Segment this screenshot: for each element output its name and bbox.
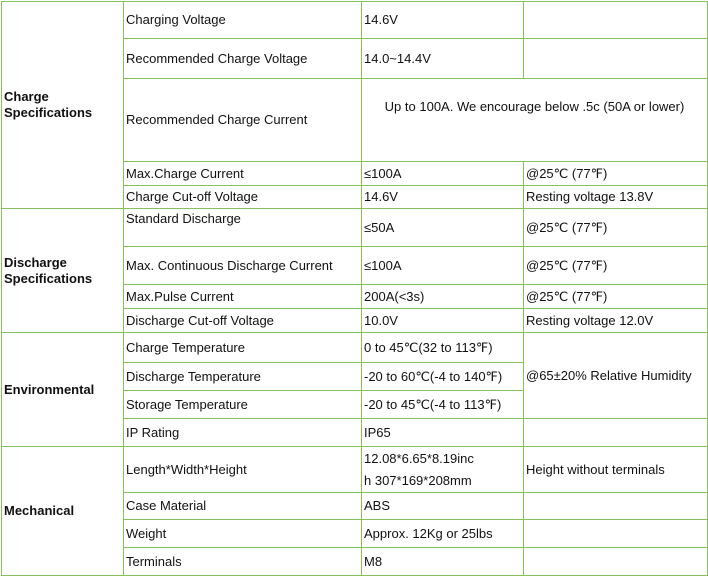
param-label: Recommended Charge Current	[124, 79, 362, 162]
param-note	[524, 548, 708, 576]
param-label: Charge Cut-off Voltage	[124, 186, 362, 209]
param-note: @25℃ (77℉)	[524, 209, 708, 247]
param-label: Storage Temperature	[124, 391, 362, 419]
param-label: Weight	[124, 520, 362, 548]
table-row	[2, 447, 708, 493]
param-value: Approx. 12Kg or 25lbs	[362, 520, 524, 548]
param-value	[362, 79, 708, 162]
param-value: 10.0V	[362, 309, 524, 333]
param-value-text: Up to 100A. We encourage below .5c (50A or lower)	[384, 99, 685, 114]
param-label: Max.Charge Current	[124, 162, 362, 186]
param-note	[524, 493, 708, 520]
table-row	[2, 333, 708, 363]
param-label: Max. Continuous Discharge Current	[124, 247, 362, 285]
param-value: ≤50A	[362, 209, 524, 247]
param-value: ≤100A	[362, 247, 524, 285]
param-value: ABS	[362, 493, 524, 520]
section-title-discharge: Discharge Specifications	[2, 209, 124, 333]
dimension-mm: h 307*169*208mm	[364, 472, 472, 488]
param-value: IP65	[362, 419, 524, 447]
param-value: 0 to 45℃(32 to 113℉)	[362, 333, 524, 363]
param-note: @25℃ (77℉)	[524, 162, 708, 186]
param-note	[524, 2, 708, 39]
param-label: Charging Voltage	[124, 2, 362, 39]
param-value: 14.0~14.4V	[362, 39, 524, 79]
section-title-mechanical: Mechanical	[2, 447, 124, 576]
param-label: Case Material	[124, 493, 362, 520]
param-value: ≤100A	[362, 162, 524, 186]
param-note-shared: @65±20% Relative Humidity	[524, 333, 708, 419]
param-note: Resting voltage 13.8V	[524, 186, 708, 209]
param-label: Length*Width*Height	[124, 447, 362, 493]
param-note	[524, 419, 708, 447]
param-value: M8	[362, 548, 524, 576]
table-row	[2, 2, 708, 39]
param-value: 200A(<3s)	[362, 285, 524, 309]
param-note: @25℃ (77℉)	[524, 285, 708, 309]
param-label: Terminals	[124, 548, 362, 576]
param-label: Discharge Cut-off Voltage	[124, 309, 362, 333]
param-label: Discharge Temperature	[124, 363, 362, 391]
param-value: -20 to 60℃(-4 to 140℉)	[362, 363, 524, 391]
param-value	[362, 447, 524, 493]
param-label: Charge Temperature	[124, 333, 362, 363]
param-value: 14.6V	[362, 186, 524, 209]
param-note: @25℃ (77℉)	[524, 247, 708, 285]
param-label: Recommended Charge Voltage	[124, 39, 362, 79]
table-row	[2, 209, 708, 247]
param-note: Resting voltage 12.0V	[524, 309, 708, 333]
section-title-charge: Charge Specifications	[2, 2, 124, 209]
spec-table	[1, 1, 708, 576]
section-title-environmental: Environmental	[2, 333, 124, 447]
param-label: Max.Pulse Current	[124, 285, 362, 309]
param-value: -20 to 45℃(-4 to 113℉)	[362, 391, 524, 419]
param-note	[524, 520, 708, 548]
param-label: IP Rating	[124, 419, 362, 447]
param-label: Standard Discharge	[124, 209, 362, 247]
dimension-inches: 12.08*6.65*8.19inc	[364, 450, 474, 466]
param-value: 14.6V	[362, 2, 524, 39]
param-note	[524, 39, 708, 79]
param-note: Height without terminals	[524, 447, 708, 493]
